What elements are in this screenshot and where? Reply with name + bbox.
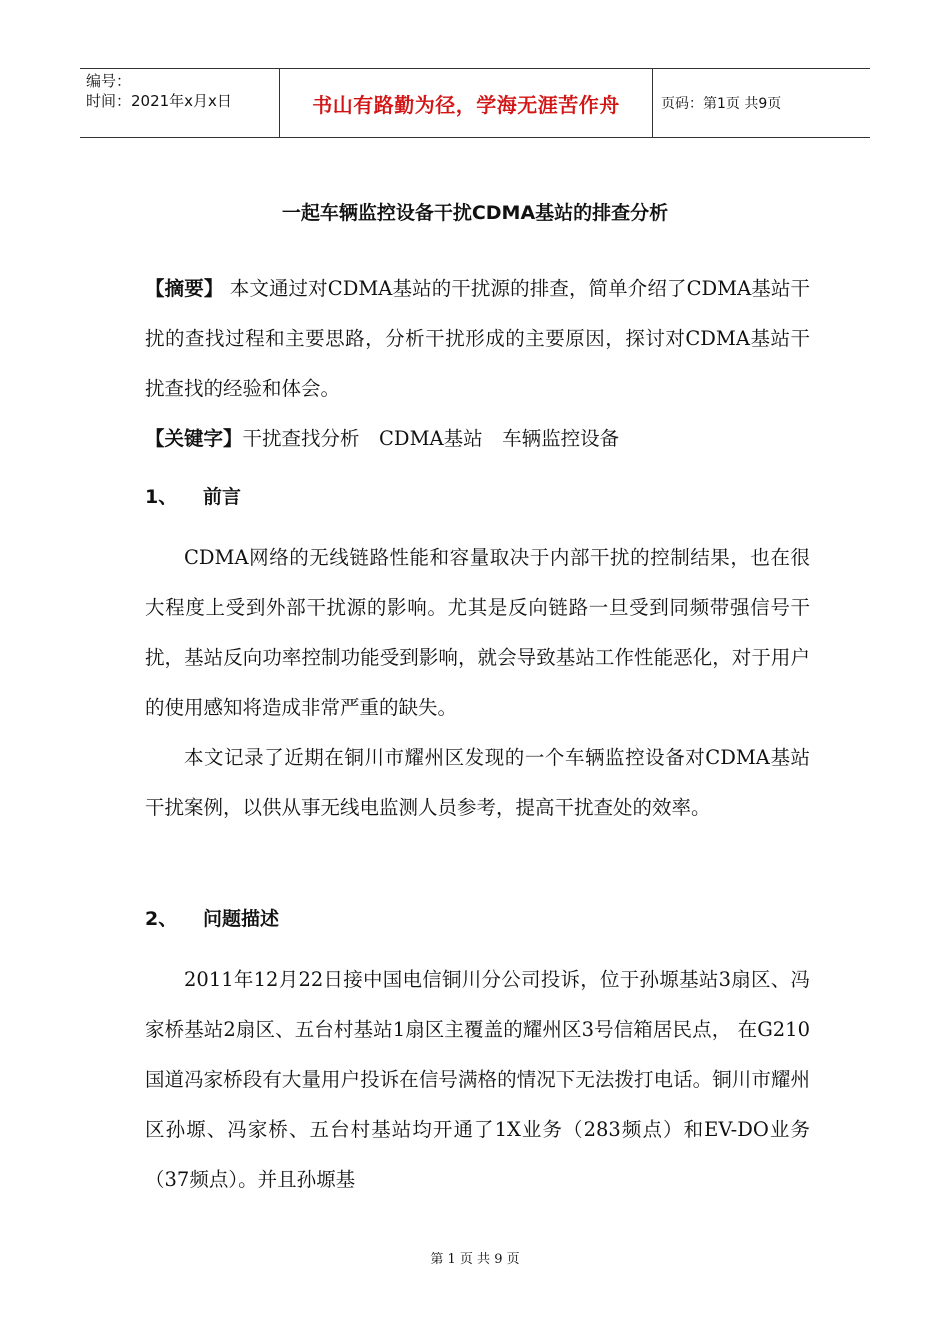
section-1-number: 1、 (145, 486, 178, 508)
section-2-body (145, 955, 810, 1205)
document-title: 一起车辆监控设备干扰CDMA基站的排查分析 (281, 202, 669, 224)
section-2-heading (145, 894, 810, 944)
keywords-label: 【关键字】 (145, 427, 243, 450)
section-2-title: 问题描述 (203, 908, 280, 930)
serial-number-label: 编号： (86, 72, 132, 90)
abstract-text: 本文通过对CDMA基站的干扰源的排查，简单介绍了CDMA基站干扰的查找过程和主要思路，分析干扰形成的主要原因，探讨对CDMA基站干扰查找的经验和体会。 (145, 277, 810, 400)
abstract-label: 【摘要】 (145, 277, 224, 300)
page-footer: 第 1 页 共 9 页 (430, 1252, 520, 1267)
section-1-heading (145, 472, 810, 522)
time-label: 时间：2021年x月x日 (86, 92, 232, 110)
keywords-text: 干扰查找分析 CDMA基站 车辆监控设备 (242, 427, 620, 450)
section-2-number: 2、 (145, 908, 178, 930)
section-1-title: 前言 (203, 486, 242, 508)
section-1-body (145, 533, 810, 833)
section-2 (145, 894, 810, 944)
header-motto: 书山有路勤为径，学海无涯苦作舟 (280, 69, 653, 137)
header-meta-cell (80, 69, 280, 137)
section-1 (145, 472, 810, 522)
section-1-paragraph: 本文记录了近期在铜川市耀州区发现的一个车辆监控设备对CDMA基站干扰案例，以供从事无线电监测人员参考，提高干扰查处的效率。 (145, 746, 810, 819)
abstract-block (145, 264, 810, 464)
header-page-info: 页码：第1页 共9页 (661, 96, 782, 112)
document-header (80, 68, 870, 138)
section-1-paragraph: CDMA网络的无线链路性能和容量取决于内部干扰的控制结果，也在很大程度上受到外部干扰源的影响。尤其是反向链路一旦受到同频带强信号干扰，基站反向功率控制功能受到影响，就会导致基站工作性能恶化，对于用户的使用感知将造成非常严重的缺失。 (145, 546, 810, 719)
keywords-paragraph (145, 414, 810, 464)
abstract-paragraph (145, 264, 810, 414)
section-2-paragraph: 2011年12月22日接中国电信铜川分公司投诉，位于孙塬基站3扇区、冯家桥基站2扇区、五台村基站1扇区主覆盖的耀州区3号信箱居民点， 在G210国道冯家桥段有大量用户投诉在信号满格的情况下无法拨打电话。铜川市耀州区孙塬、冯家桥、五台村基站均开通了1X业务（283频点）和EV-DO业务（37频点）。并且孙塬基 (145, 968, 810, 1191)
